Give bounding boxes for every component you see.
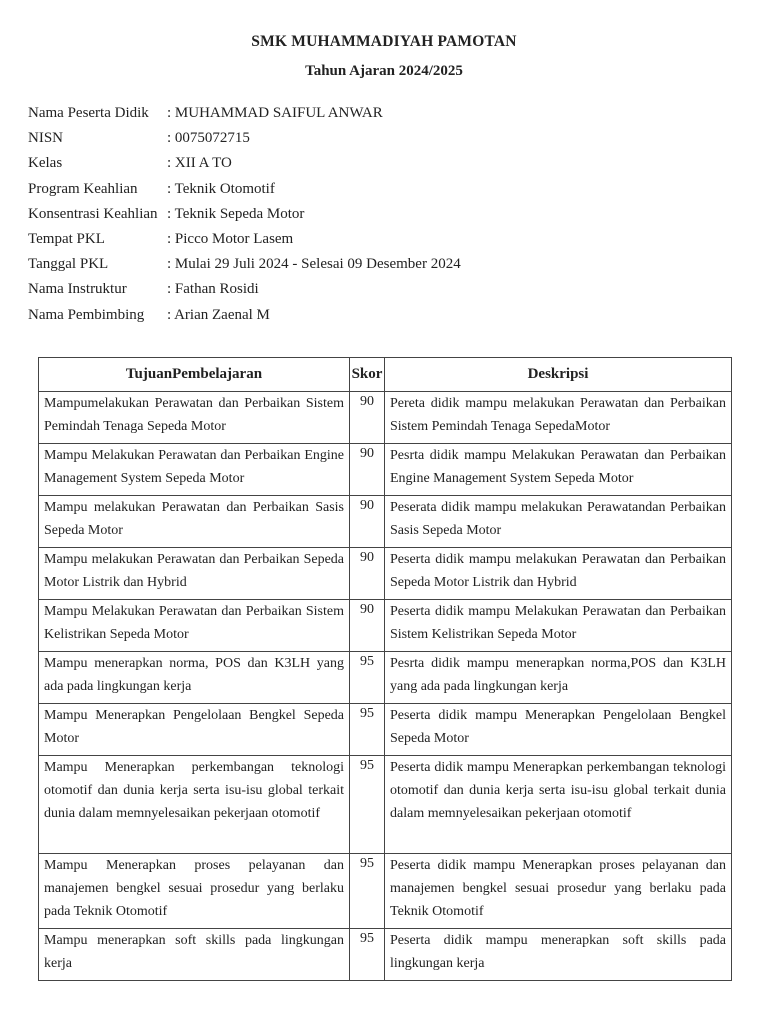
info-row-supervisor <box>28 303 461 328</box>
cell-deskripsi: Pereta didik mampu melakukan Perawatan dan Perbaikan Sistem Pemindah Tenaga SepedaMotor <box>385 392 732 444</box>
cell-deskripsi: Peserta didik mampu Melakukan Perawatan dan Perbaikan Sistem Kelistrikan Sepeda Motor <box>385 600 732 652</box>
cell-skor: 90 <box>350 496 385 548</box>
table-row <box>39 496 732 548</box>
cell-skor: 90 <box>350 548 385 600</box>
info-value: : Picco Motor Lasem <box>167 230 294 247</box>
cell-deskripsi: Peserta didik mampu menerapkan soft skills pada lingkungan kerja <box>385 929 732 981</box>
info-value: : MUHAMMAD SAIFUL ANWAR <box>167 105 383 121</box>
info-label: Nama Pembimbing <box>28 306 145 323</box>
table-row <box>39 704 732 756</box>
cell-tujuan: Mampu Menerapkan Pengelolaan Bengkel Sepeda Motor <box>39 704 350 756</box>
table-row <box>39 444 732 496</box>
info-value: : Fathan Rosidi <box>167 281 259 298</box>
cell-skor: 90 <box>350 392 385 444</box>
cell-deskripsi: Pesrta didik mampu Melakukan Perawatan dan Perbaikan Engine Management System Sepeda Motor <box>385 444 732 496</box>
cell-skor: 95 <box>350 704 385 756</box>
cell-tujuan: Mampu Menerapkan perkembangan teknologi otomotif dan dunia kerja serta isu-isu global terkait dunia dalam memnyelesaikan pekerjaan otomotif <box>39 756 350 854</box>
info-row-place <box>28 227 461 252</box>
table-row <box>39 548 732 600</box>
academic-year: Tahun Ajaran 2024/2025 <box>305 63 463 79</box>
info-value: : Arian Zaenal M <box>167 306 270 323</box>
cell-tujuan: Mampu melakukan Perawatan dan Perbaikan Sasis Sepeda Motor <box>39 496 350 548</box>
info-label: NISN <box>28 130 64 147</box>
info-value: : XII A TO <box>167 155 232 172</box>
cell-tujuan: Mampu Melakukan Perawatan dan Perbaikan Engine Management System Sepeda Motor <box>39 444 350 496</box>
info-label: Konsentrasi Keahlian <box>28 205 158 222</box>
info-label: Tempat PKL <box>28 230 105 247</box>
info-row-instructor <box>28 277 461 302</box>
cell-tujuan: Mampu melakukan Perawatan dan Perbaikan Sepeda Motor Listrik dan Hybrid <box>39 548 350 600</box>
cell-deskripsi: Peserata didik mampu melakukan Perawatandan Perbaikan Sasis Sepeda Motor <box>385 496 732 548</box>
info-row-date <box>28 252 461 277</box>
header-deskripsi: Deskripsi <box>385 358 732 392</box>
cell-skor: 95 <box>350 854 385 929</box>
info-value: : Mulai 29 Juli 2024 - Selesai 09 Desember 2024 <box>167 256 461 273</box>
cell-skor: 95 <box>350 652 385 704</box>
info-row-program <box>28 177 461 202</box>
info-label: Nama Instruktur <box>28 281 127 298</box>
table-row <box>39 392 732 444</box>
cell-tujuan: Mampu Menerapkan proses pelayanan dan manajemen bengkel sesuai prosedur yang berlaku pada Teknik Otomotif <box>39 854 350 929</box>
table-header-row <box>39 358 732 392</box>
cell-tujuan: Mampumelakukan Perawatan dan Perbaikan Sistem Pemindah Tenaga Sepeda Motor <box>39 392 350 444</box>
cell-deskripsi: Peserta didik mampu Menerapkan perkembangan teknologi otomotif dan dunia kerja serta isu-isu global terkait dunia dalam memnyelesaikan pekerjaan otomotif <box>385 756 732 854</box>
cell-deskripsi: Pesrta didik mampu menerapkan norma,POS dan K3LH yang ada pada lingkungan kerja <box>385 652 732 704</box>
info-label: Program Keahlian <box>28 180 138 197</box>
info-label: Kelas <box>28 155 63 172</box>
cell-deskripsi: Peserta didik mampu melakukan Perawatan dan Perbaikan Sepeda Motor Listrik dan Hybrid <box>385 548 732 600</box>
student-info <box>28 101 461 328</box>
cell-skor: 90 <box>350 600 385 652</box>
table-row <box>39 600 732 652</box>
table-row <box>39 854 732 929</box>
table-row <box>39 929 732 981</box>
info-row-name <box>28 101 461 126</box>
info-row-concentration <box>28 202 461 227</box>
cell-skor: 90 <box>350 444 385 496</box>
cell-tujuan: Mampu Melakukan Perawatan dan Perbaikan Sistem Kelistrikan Sepeda Motor <box>39 600 350 652</box>
info-value: : Teknik Sepeda Motor <box>167 205 305 222</box>
info-label: Tanggal PKL <box>28 256 109 273</box>
cell-deskripsi: Peserta didik mampu Menerapkan Pengelolaan Bengkel Sepeda Motor <box>385 704 732 756</box>
header-tujuan: TujuanPembelajaran <box>39 358 350 392</box>
info-value: : Teknik Otomotif <box>167 180 275 197</box>
table-row <box>39 756 732 854</box>
school-title: SMK MUHAMMADIYAH PAMOTAN <box>251 33 517 50</box>
info-value: : 0075072715 <box>167 130 250 147</box>
cell-tujuan: Mampu menerapkan soft skills pada lingkungan kerja <box>39 929 350 981</box>
info-label: Nama Peserta Didik <box>28 105 149 121</box>
cell-skor: 95 <box>350 929 385 981</box>
cell-skor: 95 <box>350 756 385 854</box>
info-row-class <box>28 151 461 176</box>
cell-deskripsi: Peserta didik mampu Menerapkan proses pelayanan dan manajemen bengkel sesuai prosedur yang berlaku pada Teknik Otomotif <box>385 854 732 929</box>
table-row <box>39 652 732 704</box>
header-skor: Skor <box>350 358 385 392</box>
assessment-table <box>38 357 732 981</box>
info-row-nisn <box>28 126 461 151</box>
cell-tujuan: Mampu menerapkan norma, POS dan K3LH yang ada pada lingkungan kerja <box>39 652 350 704</box>
